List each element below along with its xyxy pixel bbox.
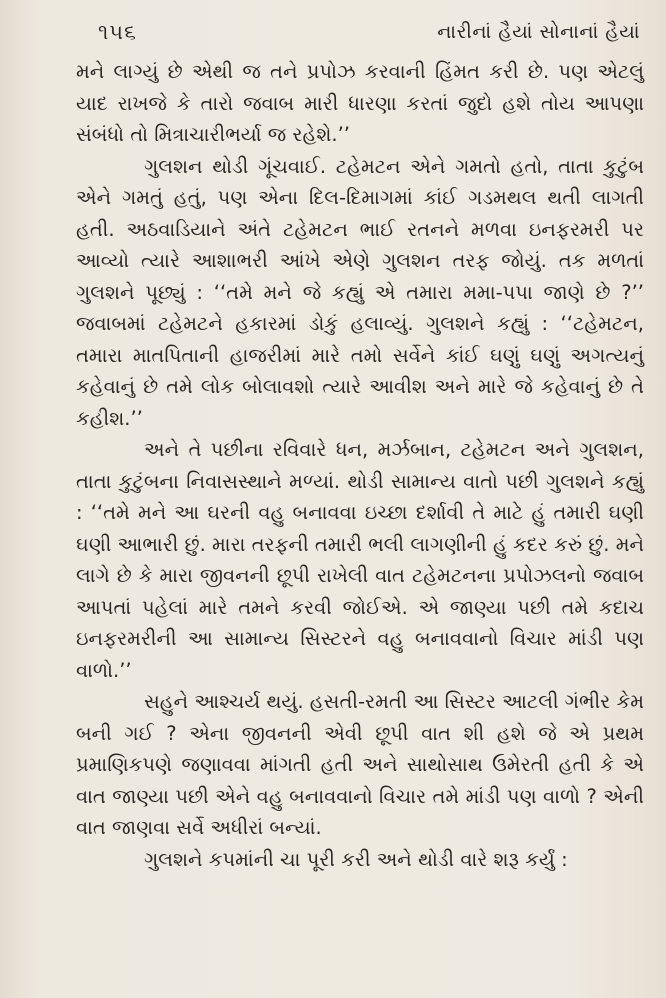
body-text bbox=[76, 56, 644, 958]
running-title: નારીનાં હૈયાં સોનાનાં હૈયાં bbox=[437, 21, 640, 43]
page-header bbox=[98, 12, 640, 52]
paragraph-5: ગુલશને કપમાંની ચા પૂરી કરી અને થોડી વારે શરૂ કર્યું : bbox=[144, 847, 568, 871]
paragraph-1: મને લાગ્યું છે એથી જ તને પ્રપોઝ કરવાની હિંમત કરી છે. પણ એટલું યાદ રાખજે કે તારો જવાબ મારી ધારણા કરતાં જુદો હશે તોય આપણા સંબંધો તો મિત્રાચારીભર્યા જ રહેશે.’’ bbox=[76, 60, 644, 146]
page-number: ૧૫૬ bbox=[98, 19, 137, 44]
paragraph-2: ગુલશન થોડી ગૂંચવાઈ. ટહેમટન એને ગમતો હતો, તાતા કુટુંબ એને ગમતું હતું, પણ એના દિલ-દિમાગમાં કાંઈ ગડમથલ થતી લાગતી હતી. અઠવાડિયાને અંતે ટહેમટન ભાઈ રતનને મળવા ઇનફરમરી પર આવ્યો ત્યારે આશાભરી આંખે એણે ગુલશન તરફ જોયું. તક મળતાં ગુલશને પૂછ્યું : ‘‘તમે મને જે કહ્યું એ તમારા મમા-પપા જાણે છે ?’’ જવાબમાં ટહેમટને હકારમાં ડોકું હલાવ્યું. ગુલશને કહ્યું : ‘‘ટહેમટન, તમારા માતપિતાની હાજરીમાં મારે તમો સર્વેને કાંઈ ઘણું ઘણું અગત્યનું કહેવાનું છે તમે લોક બોલાવશો ત્યારે આવીશ અને મારે જે કહેવાનું છે તે કહીશ.’’ bbox=[76, 154, 644, 430]
paragraph-3: અને તે પછીના રવિવારે ધન, મર્ઝબાન, ટહેમટન અને ગુલશન, તાતા કુટુંબના નિવાસસ્થાને મળ્યાં. થોડી સામાન્ય વાતો પછી ગુલશને કહ્યું : ‘‘તમે મને આ ઘરની વહુ બનાવવા ઇચ્છા દર્શાવી તે માટે હું તમારી ઘણી ઘણી આભારી છું. મારા તરફની તમારી ભલી લાગણીની હું કદર કરું છું. મને લાગે છે કે મારા જીવનની છૂપી રાખેલી વાત ટહેમટનના પ્રપોઝલનો જવાબ આપતાં પહેલાં મારે તમને કરવી જોઈએ. એ જાણ્યા પછી તમે કદાચ ઇનફરમરીની આ સામાન્ય સિસ્ટરને વહુ બનાવવાનો વિચાર માંડી પણ વાળો.’’ bbox=[76, 438, 644, 682]
paragraph-4: સહુને આશ્ચર્ય થયું. હસતી-રમતી આ સિસ્ટર આટલી ગંભીર કેમ બની ગઈ ? એના જીવનની એવી છૂપી વાત શી હશે જે એ પ્રથમ પ્રમાણિકપણે જણાવવા માંગતી હતી અને સાથોસાથ ઉમેરતી હતી કે એ વાત જાણ્યા પછી એને વહુ બનાવવાનો વિચાર તમે માંડી પણ વાળો ? એની વાત જાણવા સર્વે અધીરાં બન્યાં. bbox=[76, 690, 644, 839]
